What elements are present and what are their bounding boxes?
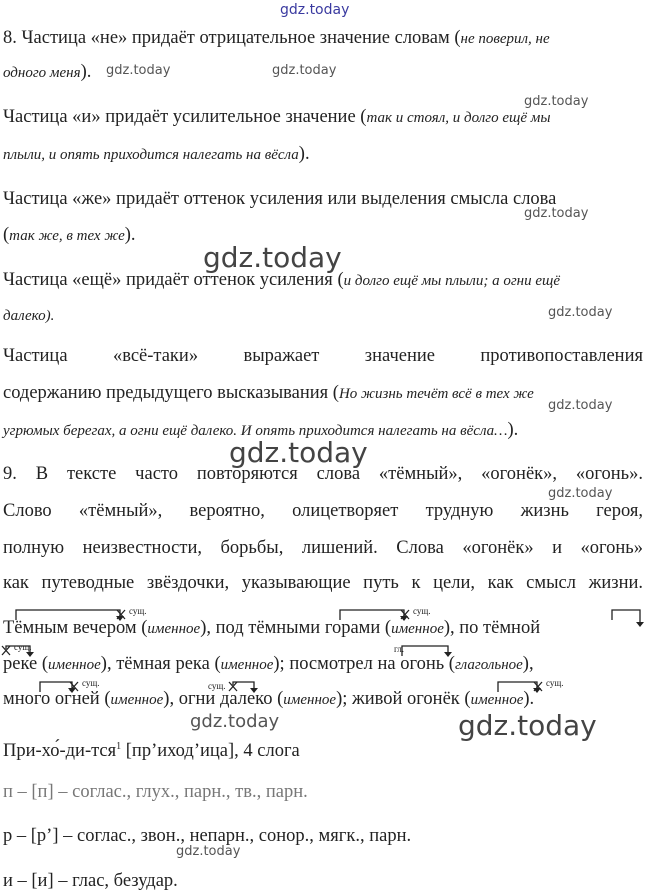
watermark: gdz.today [548, 305, 613, 320]
s9-line4: как путеводные звёздочки, указывающие путь к цели, как смысл жизни. [3, 573, 643, 593]
s8-p1-line1: 8. Частица «не» придаёт отрицательное значение словам (не поверил, не [3, 28, 550, 48]
s9-line2: Слово «тёмный», вероятно, олицетворяет трудную жизнь героя, [3, 501, 643, 521]
marker-label-verb: гл. [394, 644, 404, 654]
watermark: gdz.today [548, 398, 613, 413]
watermark: gdz.today [524, 94, 589, 109]
watermark-top: gdz.today [280, 2, 350, 18]
s8-p5-line2: содержанию предыдущего высказывания (Но жизнь течёт всё в тех же [3, 383, 534, 403]
watermark-large: gdz.today [203, 241, 342, 274]
marker-label-noun: сущ. [129, 606, 147, 616]
phrases-row2: реке (именное), тёмная река (именное); посмотрел на огонь (глагольное), [3, 654, 534, 674]
watermark: gdz.today [106, 63, 171, 78]
phonetic-word-line [3, 736, 643, 762]
phonetic-transcription: [пр’иход’ица], 4 слога [121, 741, 300, 762]
phonetic-row-i: и – [и] – глас, безудар. [3, 871, 178, 891]
phrases-row3: много огней (именное), огни далеко (именное); живой огонёк (именное). [3, 689, 535, 709]
watermark: gdz.today [272, 63, 337, 78]
watermark: gdz.today [524, 206, 589, 221]
phonetic-row-p: п – [п] – соглас., глух., парн., тв., парн. [3, 782, 308, 802]
marker-label-noun: сущ. [208, 681, 226, 691]
s9-line1: 9. В тексте часто повторяются слова «тёмный», «огонёк», «огонь». [3, 464, 643, 484]
s8-p3-line2: (так же, в тех же). [3, 225, 136, 245]
s8-p5-line3: угрюмых берегах, а огни ещё далеко. И опять приходится налегать на вёсла…). [3, 420, 519, 440]
marker-label-noun: сущ. [413, 606, 431, 616]
s8-p4-line1: Частица «ещё» придаёт оттенок усиления (и долго ещё мы плыли; а огни ещё [3, 270, 561, 290]
marker-label-noun: сущ. [14, 642, 32, 652]
s8-p2-line2: плыли, и опять приходится налегать на вёсла). [3, 144, 310, 164]
watermark-large: gdz.today [458, 709, 597, 742]
marker-label-noun: сущ. [546, 678, 564, 688]
phrases-row1: Тёмным вечером (именное), под тёмными горами (именное), по тёмной [3, 618, 541, 638]
s8-p1-line2: одного меня). [3, 62, 92, 82]
watermark-medium: gdz.today [190, 711, 280, 732]
s8-p3-line1: Частица «же» придаёт оттенок усиления или выделения смысла слова [3, 189, 557, 209]
watermark-large: gdz.today [229, 436, 368, 469]
footnote-mark: 1 [116, 741, 122, 752]
phonetic-row-r: р – [р’] – соглас., звон., непарн., сонор., мягк., парн. [3, 826, 412, 846]
marker-label-noun: сущ. [82, 678, 100, 688]
watermark: gdz.today [548, 486, 613, 501]
s8-p2-line1: Частица «и» придаёт усилительное значение (так и стоял, и долго ещё мы [3, 107, 551, 127]
watermark: gdz.today [176, 844, 241, 859]
s8-p4-line2: далеко). [3, 308, 55, 324]
phonetic-word: При-хо́-ди-тся [3, 741, 117, 762]
s8-p5-line1: Частица «всё-таки» выражает значение противопоставления [3, 346, 643, 366]
s9-line3: полную неизвестности, борьбы, лишений. Слова «огонёк» и «огонь» [3, 538, 643, 558]
